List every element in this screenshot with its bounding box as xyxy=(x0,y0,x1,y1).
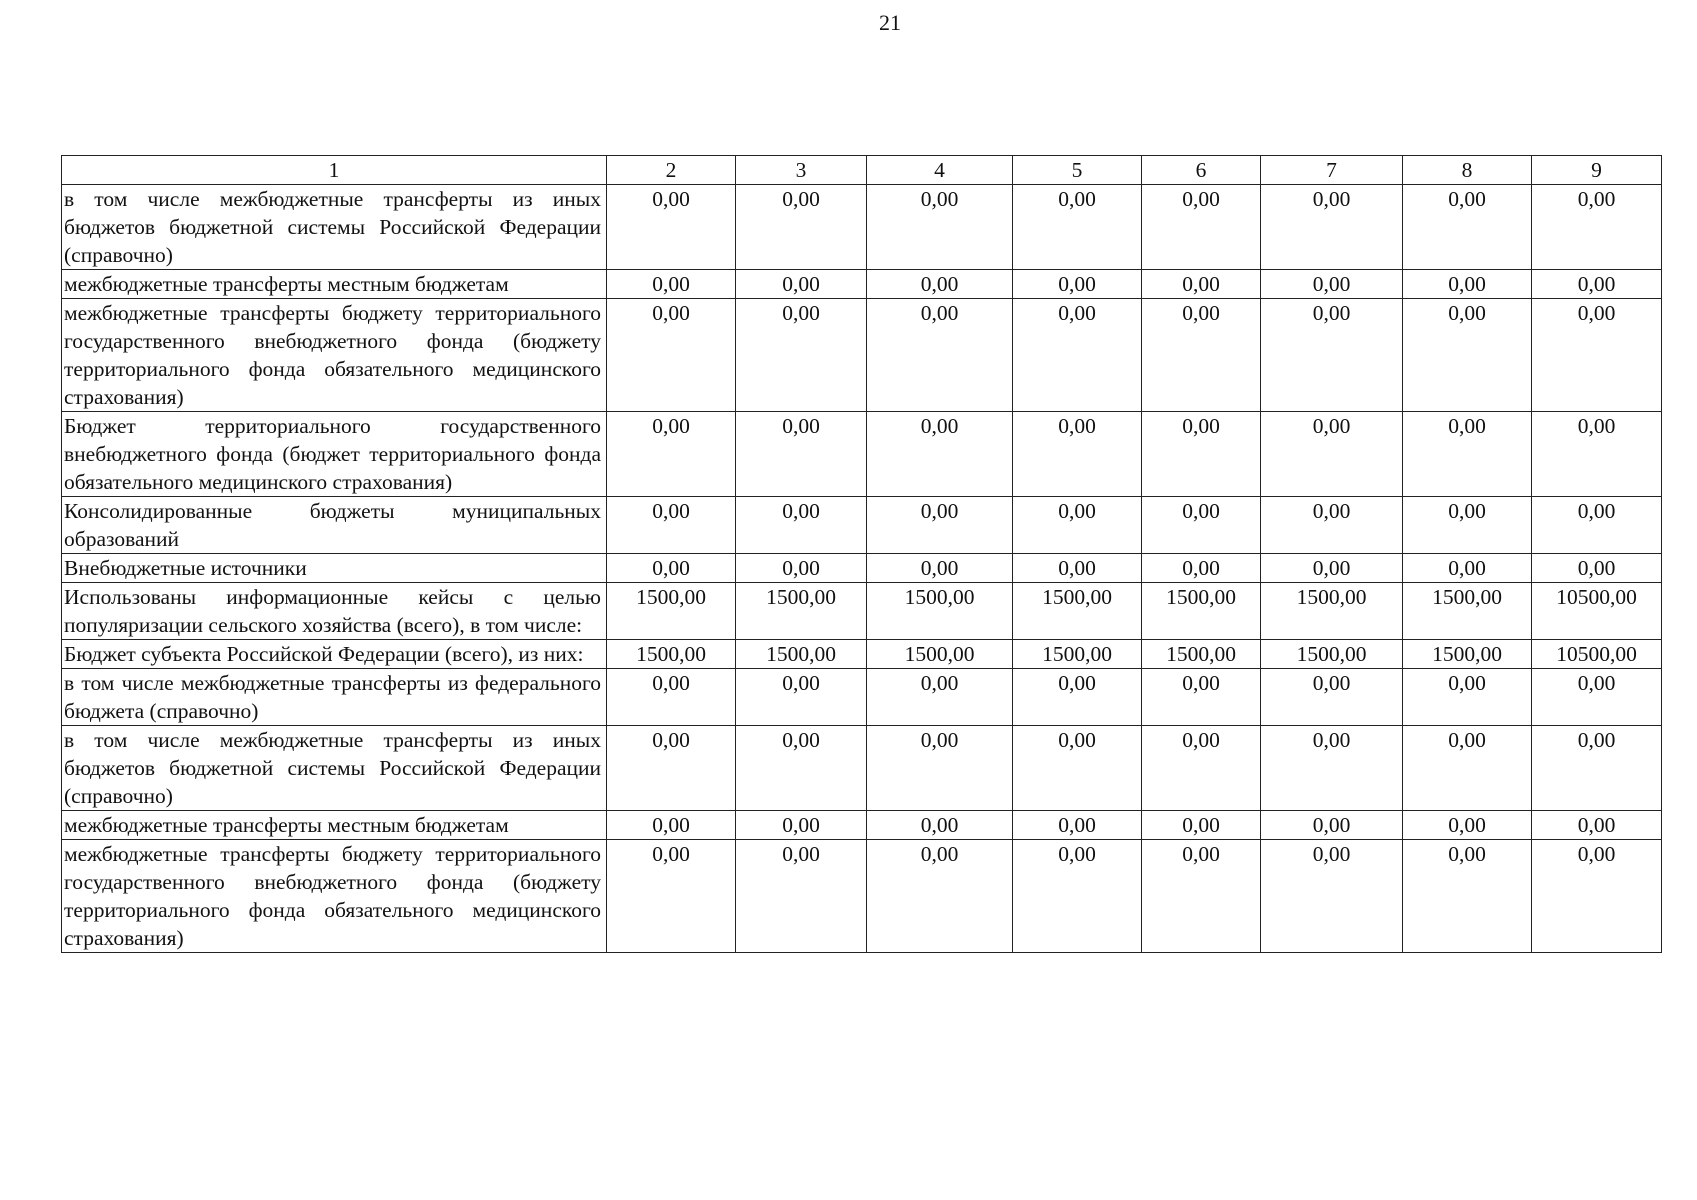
row-value: 0,00 xyxy=(1142,497,1261,554)
row-value: 0,00 xyxy=(1532,726,1662,811)
row-value: 0,00 xyxy=(1261,554,1403,583)
row-value: 0,00 xyxy=(736,726,867,811)
row-value: 0,00 xyxy=(1142,554,1261,583)
row-value: 0,00 xyxy=(1013,554,1142,583)
row-value: 0,00 xyxy=(736,840,867,953)
row-value: 0,00 xyxy=(1532,185,1662,270)
column-header: 6 xyxy=(1142,156,1261,185)
row-value: 0,00 xyxy=(1403,185,1532,270)
row-label: межбюджетные трансферты местным бюджетам xyxy=(62,811,607,840)
row-value: 0,00 xyxy=(1532,554,1662,583)
row-value: 0,00 xyxy=(736,299,867,412)
row-label: Консолидированные бюджеты муниципальных образований xyxy=(62,497,607,554)
row-value: 0,00 xyxy=(867,554,1013,583)
row-value: 0,00 xyxy=(1261,840,1403,953)
row-value: 0,00 xyxy=(1403,811,1532,840)
row-value: 10500,00 xyxy=(1532,583,1662,640)
row-value: 0,00 xyxy=(1013,412,1142,497)
row-value: 1500,00 xyxy=(867,583,1013,640)
table-row xyxy=(62,270,1662,299)
row-value: 1500,00 xyxy=(1403,583,1532,640)
row-value: 0,00 xyxy=(1403,299,1532,412)
row-value: 0,00 xyxy=(1261,811,1403,840)
row-value: 0,00 xyxy=(1013,299,1142,412)
row-label: в том числе межбюджетные трансферты из иных бюджетов бюджетной системы Российской Федерации (справочно) xyxy=(62,726,607,811)
row-value: 0,00 xyxy=(1261,497,1403,554)
table-row xyxy=(62,811,1662,840)
row-label: межбюджетные трансферты бюджету территориального государственного внебюджетного фонда (бюджету территориального фонда обязательного медицинского страхования) xyxy=(62,299,607,412)
row-value: 10500,00 xyxy=(1532,640,1662,669)
row-value: 0,00 xyxy=(1013,270,1142,299)
row-value: 0,00 xyxy=(1013,669,1142,726)
row-value: 0,00 xyxy=(607,840,736,953)
row-value: 1500,00 xyxy=(1142,583,1261,640)
row-value: 0,00 xyxy=(1261,299,1403,412)
table-body xyxy=(62,185,1662,953)
row-value: 0,00 xyxy=(867,840,1013,953)
row-label: Внебюджетные источники xyxy=(62,554,607,583)
row-value: 1500,00 xyxy=(1261,640,1403,669)
row-label: в том числе межбюджетные трансферты из иных бюджетов бюджетной системы Российской Федерации (справочно) xyxy=(62,185,607,270)
row-value: 0,00 xyxy=(867,185,1013,270)
row-value: 0,00 xyxy=(867,299,1013,412)
column-header: 1 xyxy=(62,156,607,185)
row-value: 1500,00 xyxy=(1013,640,1142,669)
row-value: 0,00 xyxy=(1142,299,1261,412)
row-value: 0,00 xyxy=(1532,299,1662,412)
row-value: 0,00 xyxy=(1142,726,1261,811)
row-value: 0,00 xyxy=(1261,669,1403,726)
row-value: 1500,00 xyxy=(1403,640,1532,669)
row-value: 0,00 xyxy=(607,811,736,840)
row-value: 0,00 xyxy=(1013,726,1142,811)
row-value: 0,00 xyxy=(1403,497,1532,554)
column-header: 7 xyxy=(1261,156,1403,185)
table-row xyxy=(62,669,1662,726)
row-label: межбюджетные трансферты местным бюджетам xyxy=(62,270,607,299)
row-value: 0,00 xyxy=(736,669,867,726)
row-value: 0,00 xyxy=(1532,811,1662,840)
row-value: 0,00 xyxy=(1261,270,1403,299)
row-value: 0,00 xyxy=(736,270,867,299)
row-value: 0,00 xyxy=(1403,669,1532,726)
row-value: 0,00 xyxy=(867,669,1013,726)
row-value: 0,00 xyxy=(1532,412,1662,497)
row-value: 0,00 xyxy=(736,412,867,497)
row-value: 0,00 xyxy=(607,185,736,270)
row-value: 0,00 xyxy=(1532,669,1662,726)
table-row xyxy=(62,840,1662,953)
row-value: 0,00 xyxy=(867,412,1013,497)
row-value: 0,00 xyxy=(607,554,736,583)
row-value: 0,00 xyxy=(1261,412,1403,497)
table-row xyxy=(62,726,1662,811)
column-header: 2 xyxy=(607,156,736,185)
row-value: 0,00 xyxy=(1261,185,1403,270)
row-label: Бюджет субъекта Российской Федерации (всего), из них: xyxy=(62,640,607,669)
row-value: 0,00 xyxy=(1261,726,1403,811)
row-value: 0,00 xyxy=(607,669,736,726)
row-value: 0,00 xyxy=(736,811,867,840)
table-row xyxy=(62,412,1662,497)
table-row xyxy=(62,497,1662,554)
row-value: 1500,00 xyxy=(736,583,867,640)
row-value: 0,00 xyxy=(736,185,867,270)
row-value: 0,00 xyxy=(1403,726,1532,811)
row-value: 0,00 xyxy=(607,497,736,554)
row-value: 1500,00 xyxy=(736,640,867,669)
row-value: 0,00 xyxy=(1142,840,1261,953)
page-number: 21 xyxy=(879,10,901,35)
row-value: 0,00 xyxy=(607,270,736,299)
row-value: 1500,00 xyxy=(1142,640,1261,669)
row-value: 1500,00 xyxy=(1013,583,1142,640)
row-value: 0,00 xyxy=(1532,497,1662,554)
row-label: Использованы информационные кейсы с целью популяризации сельского хозяйства (всего), в том числе: xyxy=(62,583,607,640)
row-value: 0,00 xyxy=(1403,554,1532,583)
row-value: 0,00 xyxy=(1403,270,1532,299)
row-value: 0,00 xyxy=(607,299,736,412)
row-value: 0,00 xyxy=(1013,840,1142,953)
row-value: 0,00 xyxy=(1403,840,1532,953)
row-label: Бюджет территориального государственного внебюджетного фонда (бюджет территориального фонда обязательного медицинского страхования) xyxy=(62,412,607,497)
row-value: 0,00 xyxy=(1532,270,1662,299)
row-label: межбюджетные трансферты бюджету территориального государственного внебюджетного фонда (бюджету территориального фонда обязательного медицинского страхования) xyxy=(62,840,607,953)
row-value: 1500,00 xyxy=(1261,583,1403,640)
row-value: 0,00 xyxy=(736,497,867,554)
row-value: 0,00 xyxy=(1142,185,1261,270)
table-row xyxy=(62,299,1662,412)
column-header: 5 xyxy=(1013,156,1142,185)
row-value: 0,00 xyxy=(1013,497,1142,554)
table-row xyxy=(62,640,1662,669)
column-header: 8 xyxy=(1403,156,1532,185)
row-value: 0,00 xyxy=(1013,811,1142,840)
row-label: в том числе межбюджетные трансферты из федерального бюджета (справочно) xyxy=(62,669,607,726)
column-header: 9 xyxy=(1532,156,1662,185)
row-value: 0,00 xyxy=(607,726,736,811)
row-value: 1500,00 xyxy=(867,640,1013,669)
row-value: 1500,00 xyxy=(607,640,736,669)
row-value: 0,00 xyxy=(1142,270,1261,299)
table-row xyxy=(62,554,1662,583)
row-value: 0,00 xyxy=(1142,669,1261,726)
row-value: 1500,00 xyxy=(607,583,736,640)
row-value: 0,00 xyxy=(736,554,867,583)
row-value: 0,00 xyxy=(1403,412,1532,497)
column-header: 3 xyxy=(736,156,867,185)
row-value: 0,00 xyxy=(867,497,1013,554)
column-header: 4 xyxy=(867,156,1013,185)
header-row xyxy=(62,156,1662,185)
budget-table xyxy=(61,155,1662,953)
table-container xyxy=(61,155,1661,953)
row-value: 0,00 xyxy=(867,726,1013,811)
row-value: 0,00 xyxy=(607,412,736,497)
row-value: 0,00 xyxy=(1142,412,1261,497)
row-value: 0,00 xyxy=(867,811,1013,840)
row-value: 0,00 xyxy=(1013,185,1142,270)
row-value: 0,00 xyxy=(1142,811,1261,840)
row-value: 0,00 xyxy=(1532,840,1662,953)
table-row xyxy=(62,583,1662,640)
row-value: 0,00 xyxy=(867,270,1013,299)
table-row xyxy=(62,185,1662,270)
